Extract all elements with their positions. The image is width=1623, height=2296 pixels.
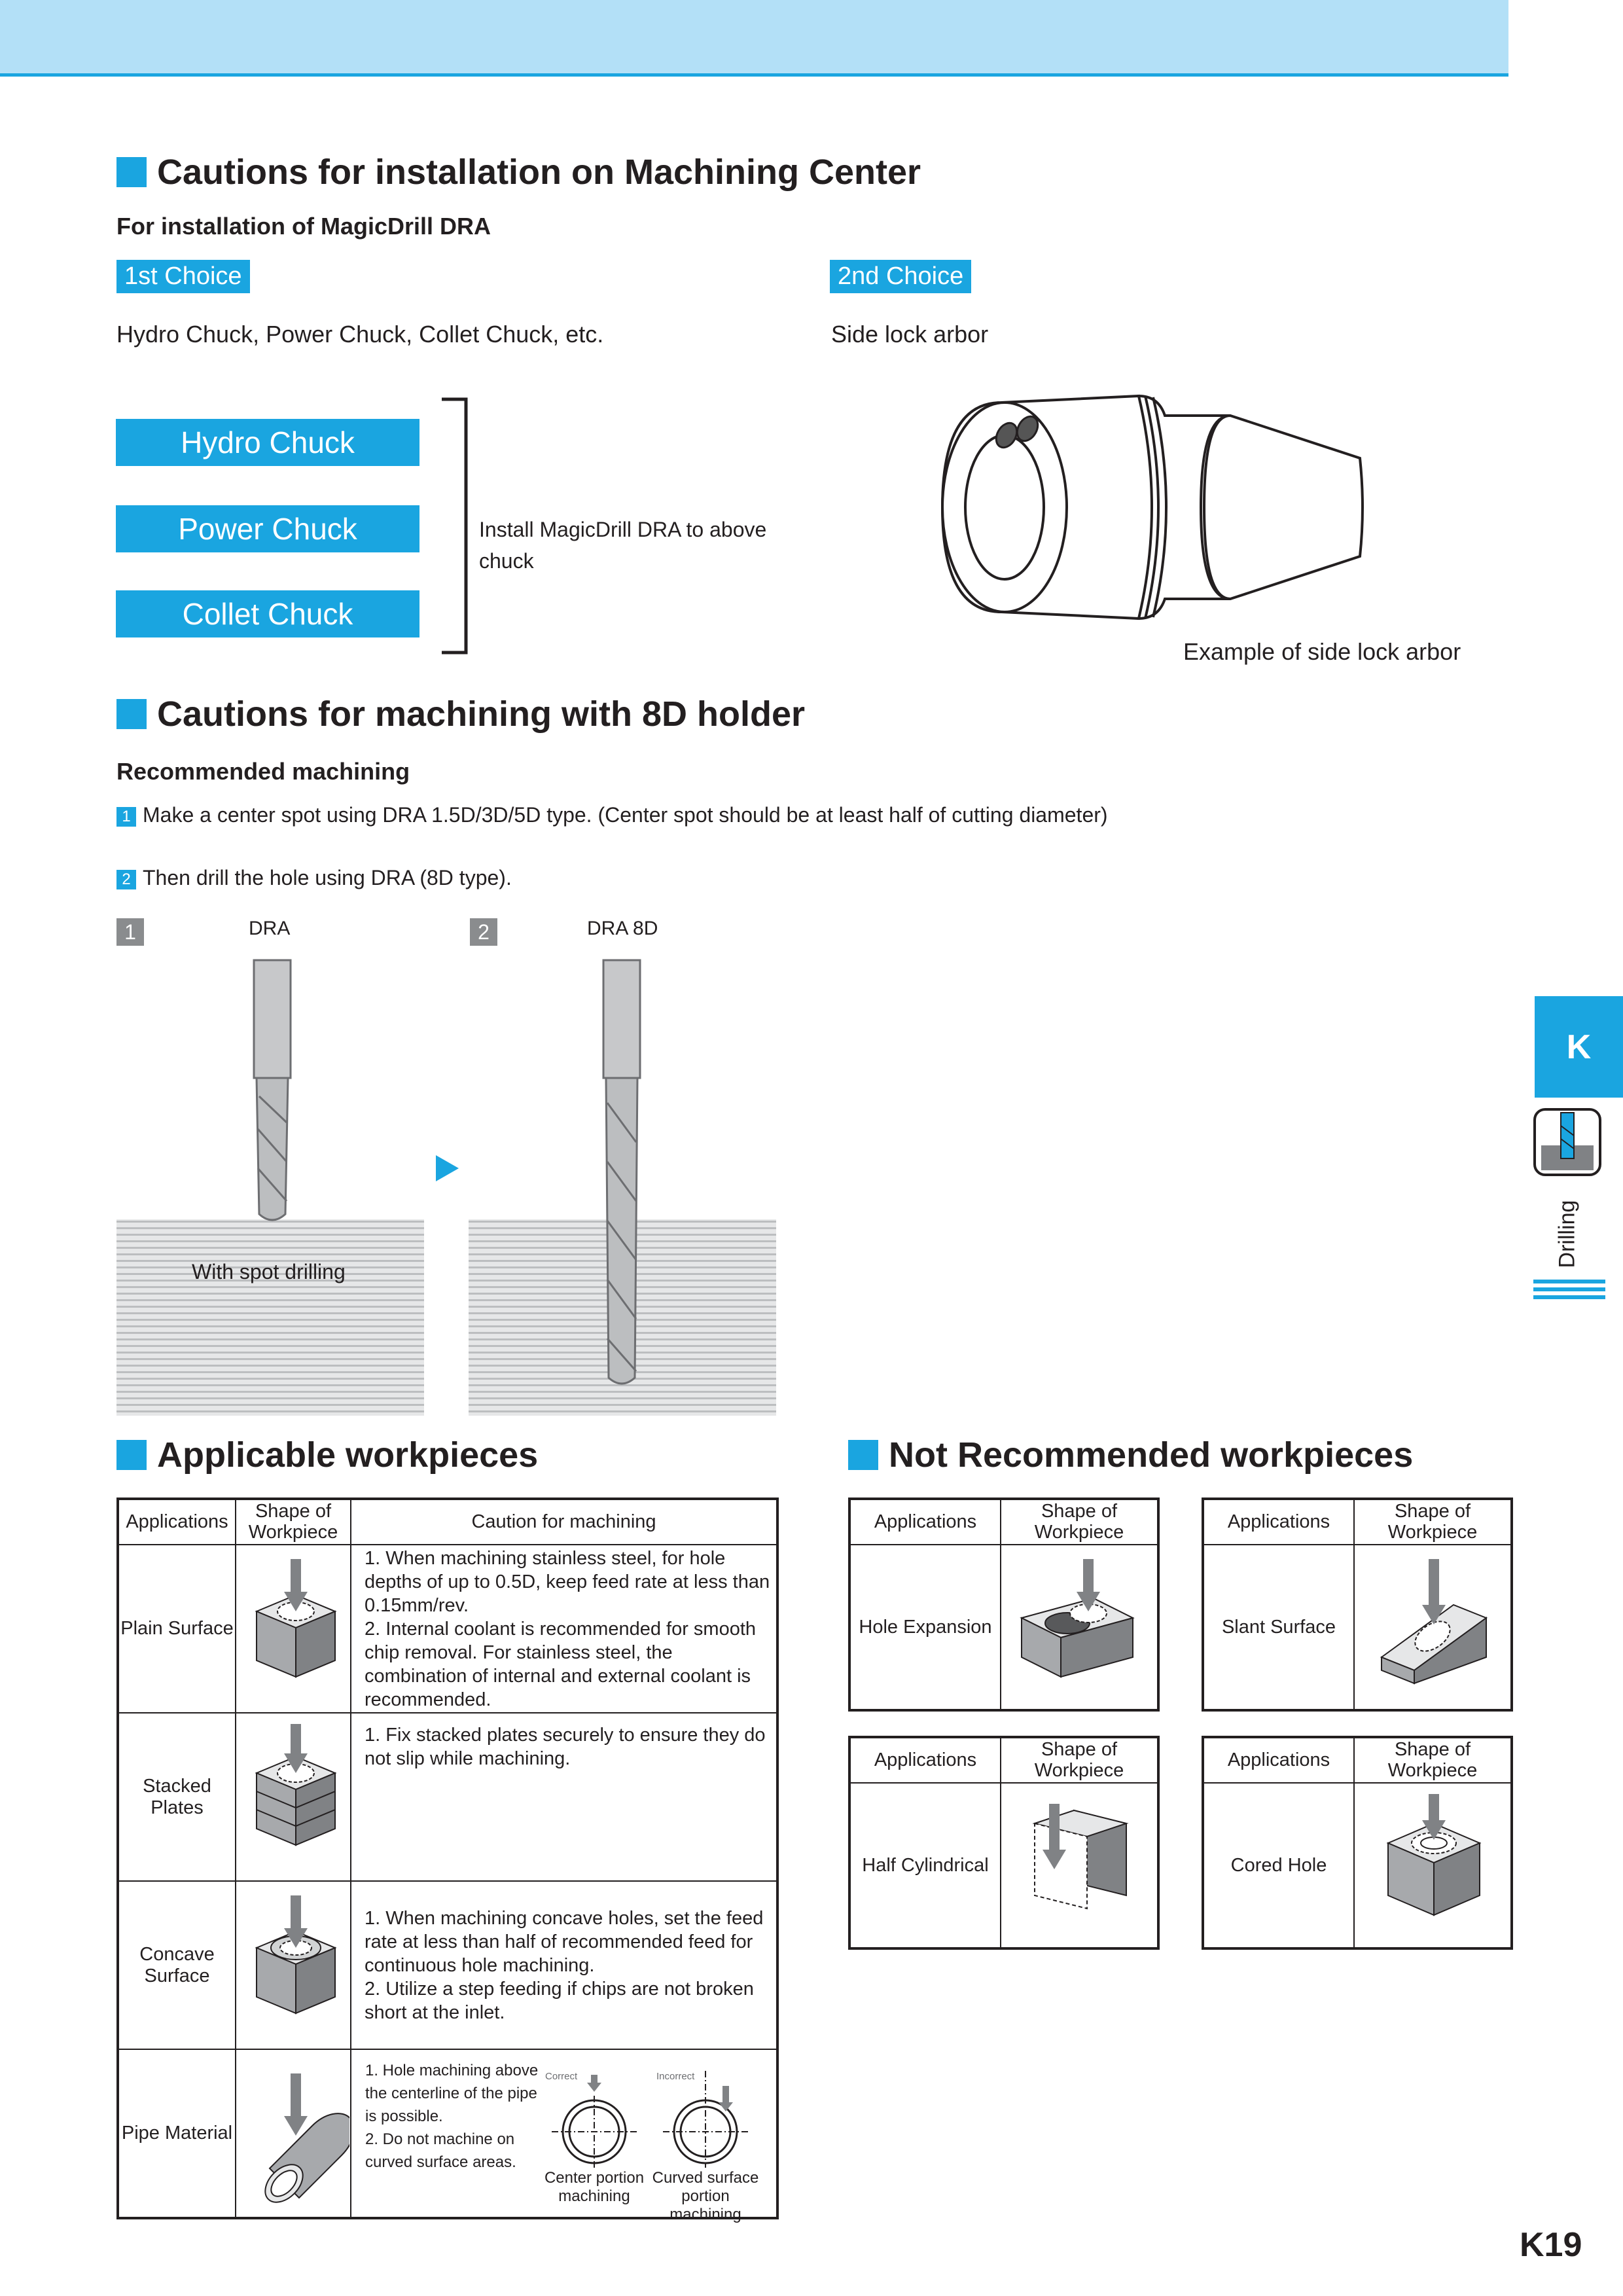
hydro-chuck-label: Hydro Chuck <box>116 419 419 466</box>
section-title-8d-holder <box>116 694 805 734</box>
application-cell: Stacked Plates <box>118 1713 236 1881</box>
figure-number-2: 2 <box>470 918 497 946</box>
section-title-installation <box>116 152 921 192</box>
shape-cell <box>1354 1783 1512 1948</box>
hole-expansion-icon <box>1002 1546 1156 1703</box>
drilling-tab-label: Drilling <box>1554 1200 1580 1268</box>
incorrect-label: Incorrect <box>656 2071 695 2082</box>
table-row <box>118 2049 777 2218</box>
correct-label: Correct <box>545 2071 578 2082</box>
chuck-bracket <box>438 396 471 658</box>
cored-hole-icon <box>1355 1784 1510 1941</box>
incorrect-diagram <box>650 2056 761 2223</box>
section-tab-k[interactable]: K <box>1535 996 1623 1098</box>
application-cell: Concave Surface <box>118 1881 236 2049</box>
side-lock-arbor-illustration <box>923 376 1374 638</box>
applicable-workpieces-table <box>116 1498 779 2223</box>
spot-drilling-caption: With spot drilling <box>192 1260 346 1283</box>
correct-diagram <box>539 2056 650 2210</box>
caution-text: 2. Utilize a step feeding if chips are not broken short at the inlet. <box>365 1978 754 2023</box>
section-square-icon <box>116 699 147 729</box>
drilling-icon <box>1531 1106 1603 1178</box>
section-square-icon <box>848 1440 878 1470</box>
caution-cell <box>351 1881 777 2049</box>
table-row <box>118 1545 777 1713</box>
application-cell: Cored Hole <box>1203 1783 1354 1948</box>
step-text: Make a center spot using DRA 1.5D/3D/5D type. (Center spot should be at least half of cutting diameter) <box>143 803 1108 827</box>
section-title-text: Applicable workpieces <box>157 1435 539 1475</box>
application-cell: Slant Surface <box>1203 1545 1354 1710</box>
caution-text: 2. Internal coolant is recommended for smooth chip removal. For stainless steel, the combination of internal and external coolant is recommended. <box>365 1618 757 1710</box>
caution-text: 1. When machining concave holes, set the feed rate at less than half of recommended feed for continuous hole machining. <box>365 1907 764 1976</box>
shape-cell <box>1001 1545 1158 1710</box>
table-header: Applications <box>1203 1499 1354 1545</box>
not-recommended-half-cylindrical <box>848 1736 1160 1950</box>
caution-text: 1. Fix stacked plates securely to ensure they do not slip while machining. <box>365 1725 766 1769</box>
shape-cell <box>236 1881 351 2049</box>
concave-surface-icon <box>237 1882 349 2043</box>
second-choice-badge: 2nd Choice <box>830 260 971 293</box>
caution-text: 1. Hole machining above the centerline of the pipe is possible. <box>365 2062 539 2125</box>
step-number: 2 <box>116 870 136 889</box>
table-header: Applications <box>849 1499 1001 1545</box>
plain-surface-icon <box>237 1546 349 1706</box>
shape-cell <box>1001 1783 1158 1948</box>
section-title-not-recommended <box>848 1435 1413 1475</box>
caution-text: 2. Do not machine on curved surface areas. <box>365 2130 516 2171</box>
step-text: Then drill the hole using DRA (8D type). <box>143 866 512 889</box>
shape-cell <box>236 1713 351 1881</box>
section-title-applicable <box>116 1435 538 1475</box>
caution-cell <box>351 1545 777 1713</box>
incorrect-caption: Curved surface portion machining <box>652 2169 759 2223</box>
table-row <box>118 1713 777 1881</box>
table-header: Applications <box>118 1499 236 1545</box>
shape-cell <box>236 1545 351 1713</box>
step-2 <box>116 866 512 890</box>
table-header: Shape of Workpiece <box>1001 1737 1158 1783</box>
section-title-text: Cautions for machining with 8D holder <box>157 694 806 734</box>
caution-cell <box>351 1713 777 1881</box>
recommended-machining-subtitle: Recommended machining <box>116 758 410 785</box>
shape-cell <box>1354 1545 1512 1710</box>
curved-surface-icon <box>650 2070 761 2168</box>
correct-caption: Center portion machining <box>544 2169 645 2205</box>
table-header: Shape of Workpiece <box>1354 1499 1512 1545</box>
section-square-icon <box>116 157 147 187</box>
drilling-tab-label-wrap <box>1551 1194 1584 1273</box>
table-header: Shape of Workpiece <box>1354 1737 1512 1783</box>
first-choice-text: Hydro Chuck, Power Chuck, Collet Chuck, etc. <box>116 321 604 348</box>
application-cell: Pipe Material <box>118 2049 236 2218</box>
tab-stripes <box>1533 1280 1605 1306</box>
install-note: Install MagicDrill DRA to above chuck <box>479 518 767 573</box>
section-title-text: Cautions for installation on Machining Center <box>157 152 921 192</box>
first-choice-badge: 1st Choice <box>116 260 250 293</box>
not-recommended-slant-surface <box>1202 1498 1513 1712</box>
figure-label-dra-8d: DRA 8D <box>587 918 658 939</box>
figure-number-1: 1 <box>116 918 144 946</box>
not-recommended-cored-hole <box>1202 1736 1513 1950</box>
arbor-caption: Example of side lock arbor <box>1183 638 1461 665</box>
application-cell: Half Cylindrical <box>849 1783 1001 1948</box>
power-chuck-label: Power Chuck <box>116 505 419 552</box>
drilling-diagram <box>115 952 783 1417</box>
stacked-plates-icon <box>237 1714 349 1874</box>
page-number: K19 <box>1520 2226 1582 2264</box>
table-header: Applications <box>1203 1737 1354 1783</box>
step-number: 1 <box>116 807 136 827</box>
installation-subtitle: For installation of MagicDrill DRA <box>116 213 491 240</box>
table-header: Shape of Workpiece <box>1001 1499 1158 1545</box>
shape-cell <box>236 2049 351 2218</box>
collet-chuck-label: Collet Chuck <box>116 590 419 637</box>
step-1 <box>116 803 1108 827</box>
table-header: Shape of Workpiece <box>236 1499 351 1545</box>
table-header: Caution for machining <box>351 1499 777 1545</box>
second-choice-text: Side lock arbor <box>831 321 989 348</box>
not-recommended-hole-expansion <box>848 1498 1160 1712</box>
slant-surface-icon <box>1355 1546 1510 1703</box>
caution-cell <box>351 2049 777 2223</box>
header-band <box>0 0 1508 77</box>
table-row <box>118 1881 777 2049</box>
section-title-text: Not Recommended workpieces <box>889 1435 1414 1475</box>
figure-label-dra: DRA <box>249 918 291 939</box>
pipe-material-icon <box>237 2051 349 2211</box>
table-header: Applications <box>849 1737 1001 1783</box>
caution-text: 1. When machining stainless steel, for hole depths of up to 0.5D, keep feed rate at less than 0.15mm/rev. <box>365 1547 770 1616</box>
half-cylindrical-icon <box>1002 1784 1156 1941</box>
application-cell: Plain Surface <box>118 1545 236 1713</box>
center-portion-icon <box>539 2070 650 2168</box>
application-cell: Hole Expansion <box>849 1545 1001 1710</box>
section-square-icon <box>116 1440 147 1470</box>
